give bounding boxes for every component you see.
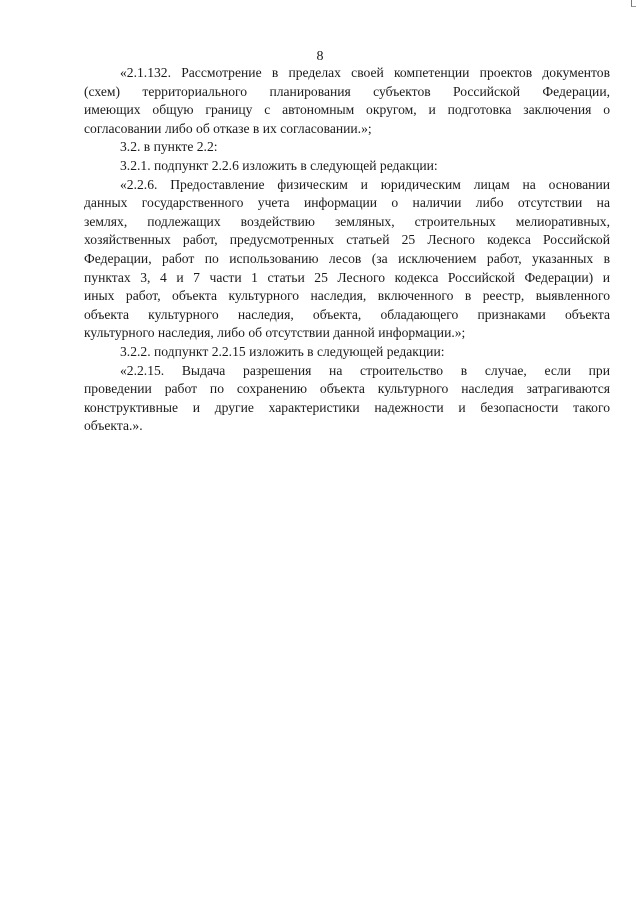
text-line: (схем) территориального планирования субъектов Российской Федерации, — [84, 83, 610, 99]
text-line: данных государственного учета информации о наличии либо отсутствии на — [84, 195, 610, 211]
text-line: имеющих общую границу с автономным округом, и подготовка заключения о — [84, 102, 610, 118]
text-line: проведении работ по сохранению объекта культурного наследия затрагиваются — [84, 381, 610, 397]
text-line: 3.2.1. подпункт 2.2.6 изложить в следующей редакции: — [120, 157, 438, 173]
text-line: 3.2. в пункте 2.2: — [120, 139, 218, 155]
text-line: объекта культурного наследия, объекта, обладающего признаками объекта — [84, 306, 610, 322]
text-line: объекта.». — [84, 418, 143, 434]
text-line: «2.2.6. Предоставление физическим и юридическим лицам на основании — [120, 176, 610, 192]
text-line: 3.2.2. подпункт 2.2.15 изложить в следующей редакции: — [120, 343, 445, 359]
text-line: хозяйственных работ, предусмотренных статьей 25 Лесного кодекса Российской — [84, 232, 610, 248]
text-line: конструктивные и другие характеристики надежности и безопасности такого — [84, 399, 610, 415]
scan-corner-mark — [631, 0, 636, 7]
text-line: иных работ, объекта культурного наследия, включенного в реестр, выявленного — [84, 288, 610, 304]
text-line: согласовании либо об отказе в их согласовании.»; — [84, 120, 372, 136]
text-line: Федерации, работ по использованию лесов (за исключением работ, указанных в — [84, 250, 610, 266]
text-line: землях, подлежащих воздействию земляных, строительных мелиоративных, — [84, 213, 610, 229]
text-line: «2.1.132. Рассмотрение в пределах своей компетенции проектов документов — [120, 65, 610, 80]
document-body — [84, 64, 610, 436]
text-line: «2.2.15. Выдача разрешения на строительство в случае, если при — [120, 362, 610, 378]
text-line: пунктах 3, 4 и 7 части 1 статьи 25 Лесного кодекса Российской Федерации) и — [84, 269, 610, 285]
text-line: культурного наследия, либо об отсутствии данной информации.»; — [84, 325, 466, 341]
page-number: 8 — [316, 49, 324, 64]
